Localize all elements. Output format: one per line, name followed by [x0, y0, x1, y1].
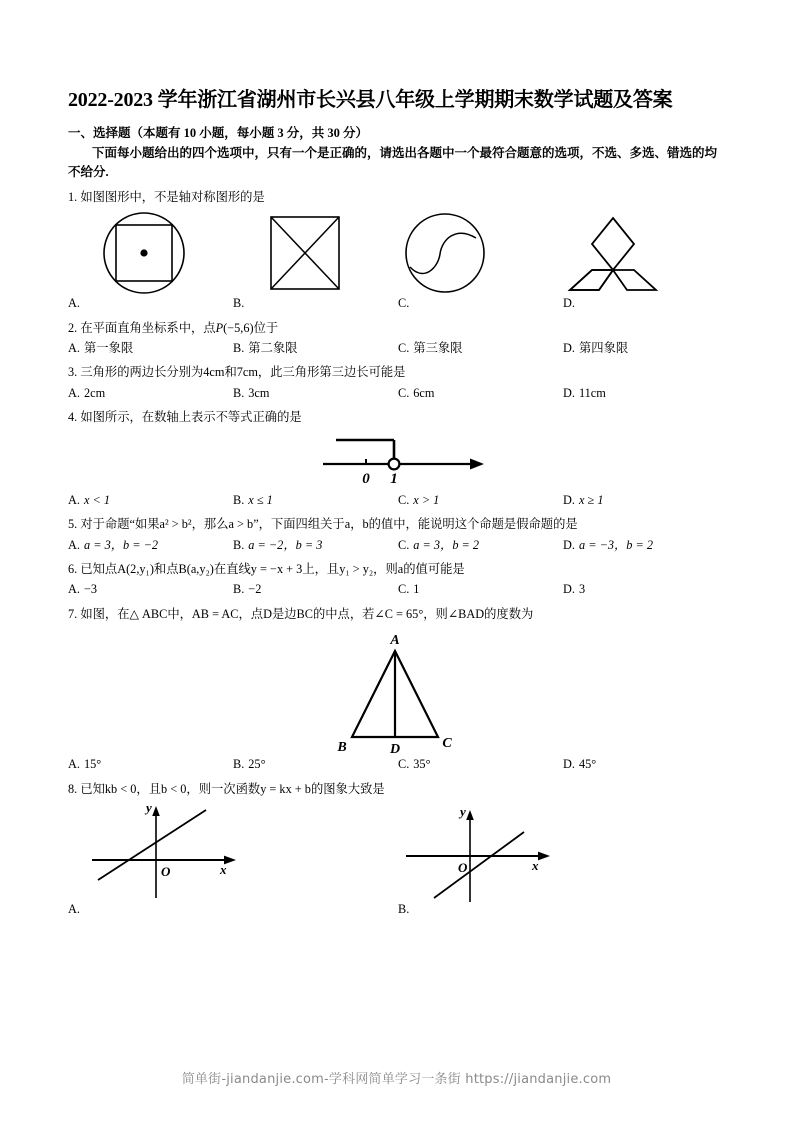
question-7-option-a-label: A.: [68, 757, 80, 772]
question-1-option-d-label[interactable]: D.: [563, 296, 575, 311]
question-6-option-d-text: 3: [578, 582, 586, 597]
question-4-option-c[interactable]: [398, 491, 563, 509]
figure-isosceles-triangle: [330, 629, 460, 757]
question-5-stem: [68, 515, 728, 533]
question-7-option-d-label: D.: [563, 757, 575, 772]
question-8-option-b-label[interactable]: B.: [398, 902, 410, 917]
question-1-figures: [68, 208, 728, 294]
question-3-options: [68, 384, 728, 402]
question-2-option-d-label: D.: [563, 340, 575, 355]
question-4-option-c-math: x > 1: [413, 492, 440, 507]
question-3-stem: [68, 363, 728, 381]
question-7-number: 7.: [68, 606, 78, 621]
question-6-option-c-text: 1: [413, 582, 420, 597]
question-4-option-a-math: x < 1: [83, 492, 111, 507]
svg-text:x: x: [532, 858, 539, 874]
question-3-number: 3.: [68, 365, 78, 380]
question-6-option-a-text: −3: [83, 582, 98, 597]
question-1-stem: [68, 188, 728, 206]
figure-graph-option-b: [398, 806, 563, 906]
question-3-option-d[interactable]: [563, 384, 728, 402]
question-5-option-a-label: A.: [68, 537, 80, 552]
svg-text:y: y: [460, 806, 466, 820]
footer-watermark: 简单街-jiandanjie.com-学科网简单学习一条街 https://jiandanjie.com: [181, 1072, 612, 1087]
question-8-option-a-label[interactable]: A.: [68, 902, 80, 917]
question-4-option-d[interactable]: [563, 491, 728, 509]
question-2-option-a-label: A.: [68, 340, 80, 355]
question-5-option-b[interactable]: [233, 536, 398, 554]
svg-text:y: y: [146, 802, 152, 816]
svg-text:0: 0: [362, 470, 370, 487]
question-3-option-c[interactable]: [398, 384, 563, 402]
question-3-option-a-text: 2cm: [83, 385, 106, 400]
question-2-option-b-label: B.: [233, 340, 245, 355]
figure-circle-with-s-curve: [398, 210, 492, 296]
question-4-stem: [68, 408, 728, 426]
question-3-text: 三角形的两边长分别为4cm和7cm，此三角形第三边长可能是: [80, 365, 406, 380]
question-3-option-b-text: 3cm: [248, 385, 270, 400]
question-7-option-d-text: 45°: [578, 757, 597, 772]
question-6-number: 6.: [68, 562, 78, 577]
question-7-option-a[interactable]: [68, 755, 233, 773]
question-6-option-b[interactable]: [233, 580, 398, 598]
question-1-option-b-label[interactable]: B.: [233, 296, 245, 311]
question-4-figure: [68, 429, 728, 489]
question-4-option-a[interactable]: [68, 491, 233, 509]
question-1-text: 如图图形中，不是轴对称图形的是: [80, 189, 265, 204]
question-6-option-c-label: C.: [398, 582, 410, 597]
page-content: [68, 86, 728, 919]
section-heading: 一、选择题（本题有 10 小题，每小题 3 分，共 30 分）: [68, 126, 369, 141]
question-2-text-pre: 在平面直角坐标系中，点: [80, 320, 216, 335]
question-2-point-var: P: [215, 320, 224, 335]
question-4-option-c-label: C.: [398, 492, 410, 507]
svg-text:A: A: [390, 633, 400, 649]
question-3-option-a[interactable]: [68, 384, 233, 402]
question-5-option-b-label: B.: [233, 537, 245, 552]
question-2-option-d-text: 第四象限: [578, 340, 629, 355]
question-4-text: 如图所示，在数轴上表示不等式正确的是: [80, 410, 302, 425]
question-4-options: [68, 491, 728, 509]
question-2-option-a-text: 第一象限: [83, 340, 134, 355]
question-3-option-a-label: A.: [68, 385, 80, 400]
question-4-option-a-label: A.: [68, 492, 80, 507]
question-4-option-d-math: x ≥ 1: [578, 492, 604, 507]
question-7-option-a-text: 15°: [83, 757, 102, 772]
question-8-text: 已知kb < 0，且b < 0，则一次函数y = kx + b的图象大致是: [80, 781, 385, 796]
question-1-number: 1.: [68, 189, 78, 204]
question-3-option-b-label: B.: [233, 385, 245, 400]
question-7-stem: [68, 605, 728, 623]
question-8-number: 8.: [68, 781, 78, 796]
question-6-option-c[interactable]: [398, 580, 563, 598]
question-8-stem: [68, 780, 728, 798]
question-5-option-b-math: a = −2，b = 3: [248, 537, 323, 552]
question-6-option-b-label: B.: [233, 582, 245, 597]
svg-text:O: O: [458, 860, 468, 876]
question-4-option-d-label: D.: [563, 492, 575, 507]
question-7-option-c-text: 35°: [413, 757, 431, 772]
question-7-option-d[interactable]: [563, 755, 728, 773]
question-3-option-b[interactable]: [233, 384, 398, 402]
question-6-option-d[interactable]: [563, 580, 728, 598]
question-8-figures: [68, 800, 728, 900]
question-3-option-d-text: 11cm: [578, 385, 606, 400]
question-2-coords: (−5,6): [223, 320, 254, 335]
question-6-text: 已知点A(2,y₁)和点B(a,y₂)在直线y = −x + 3上，且y₁ > y₂，则a的值可能是: [80, 562, 465, 577]
question-2-option-a[interactable]: [68, 339, 233, 357]
question-4-option-b-label: B.: [233, 492, 245, 507]
question-6-option-a-label: A.: [68, 582, 80, 597]
question-3-option-c-text: 6cm: [413, 385, 435, 400]
figure-number-line: [318, 429, 498, 489]
question-3-option-d-label: D.: [563, 385, 575, 400]
question-7-text: 如图，在△ ABC中，AB = AC，点D是边BC的中点，若∠C = 65°，则∠BAD的度数为: [80, 606, 534, 621]
question-5-option-c-label: C.: [398, 537, 410, 552]
question-1-option-labels: [68, 294, 728, 312]
section-instructions: 下面每小题给出的四个选项中，只有一个是正确的，请选出各题中一个最符合题意的选项，不选、多选、错选的均不给分.: [68, 146, 718, 179]
question-5-option-a[interactable]: [68, 536, 233, 554]
figure-circle-inscribed-square: [94, 210, 194, 296]
question-5-options: [68, 536, 728, 554]
question-6-stem: [68, 560, 728, 578]
question-5-text: 对于命题“如果a² > b²，那么a > b”，下面四组关于a，b的值中，能说明这个命题是假命题的是: [80, 517, 578, 532]
question-2-option-c-label: C.: [398, 340, 410, 355]
svg-text:1: 1: [390, 470, 398, 487]
question-5-option-d-math: a = −3，b = 2: [578, 537, 654, 552]
question-2-option-d[interactable]: [563, 339, 728, 357]
question-4-number: 4.: [68, 410, 78, 425]
question-2-text-post: 位于: [253, 320, 279, 335]
question-2-stem: [68, 319, 728, 337]
svg-text:C: C: [442, 736, 452, 752]
page-title: 2022-2023 学年浙江省湖州市长兴县八年级上学期期末数学试题及答案: [68, 89, 673, 111]
question-5-option-a-math: a = 3，b = −2: [83, 537, 159, 552]
question-6-option-b-text: −2: [248, 582, 262, 597]
question-2-number: 2.: [68, 320, 78, 335]
question-2-option-b[interactable]: [233, 339, 398, 357]
svg-text:x: x: [220, 862, 227, 878]
question-6-option-d-label: D.: [563, 582, 575, 597]
question-7-option-c-label: C.: [398, 757, 410, 772]
question-4-option-b[interactable]: [233, 491, 398, 509]
question-2-option-c[interactable]: [398, 339, 563, 357]
question-5-option-d-label: D.: [563, 537, 575, 552]
question-2-option-b-text: 第二象限: [248, 340, 298, 355]
figure-three-rhombus-cluster: [558, 214, 668, 294]
question-7-options: [68, 755, 728, 773]
question-1-option-c-label[interactable]: C.: [398, 296, 410, 311]
question-5-option-d[interactable]: [563, 536, 728, 554]
question-1-option-a-label[interactable]: A.: [68, 296, 80, 311]
question-4-option-b-math: x ≤ 1: [248, 492, 273, 507]
question-7-option-b-text: 25°: [248, 757, 266, 772]
question-7-option-c[interactable]: [398, 755, 563, 773]
question-7-figure: [68, 625, 728, 758]
question-2-option-c-text: 第三象限: [413, 340, 463, 355]
svg-text:O: O: [161, 864, 171, 880]
svg-text:D: D: [389, 742, 401, 758]
question-7-option-b[interactable]: [233, 755, 398, 773]
question-2-options: [68, 339, 728, 357]
question-5-option-c-math: a = 3，b = 2: [413, 537, 480, 552]
figure-graph-option-a: [84, 802, 249, 902]
question-7-option-b-label: B.: [233, 757, 245, 772]
question-6-options: [68, 580, 728, 598]
svg-text:B: B: [337, 740, 347, 756]
question-5-option-c[interactable]: [398, 536, 563, 554]
question-5-number: 5.: [68, 517, 78, 532]
figure-rectangle-with-diagonals: [263, 212, 347, 294]
question-3-option-c-label: C.: [398, 385, 410, 400]
question-6-option-a[interactable]: [68, 580, 233, 598]
